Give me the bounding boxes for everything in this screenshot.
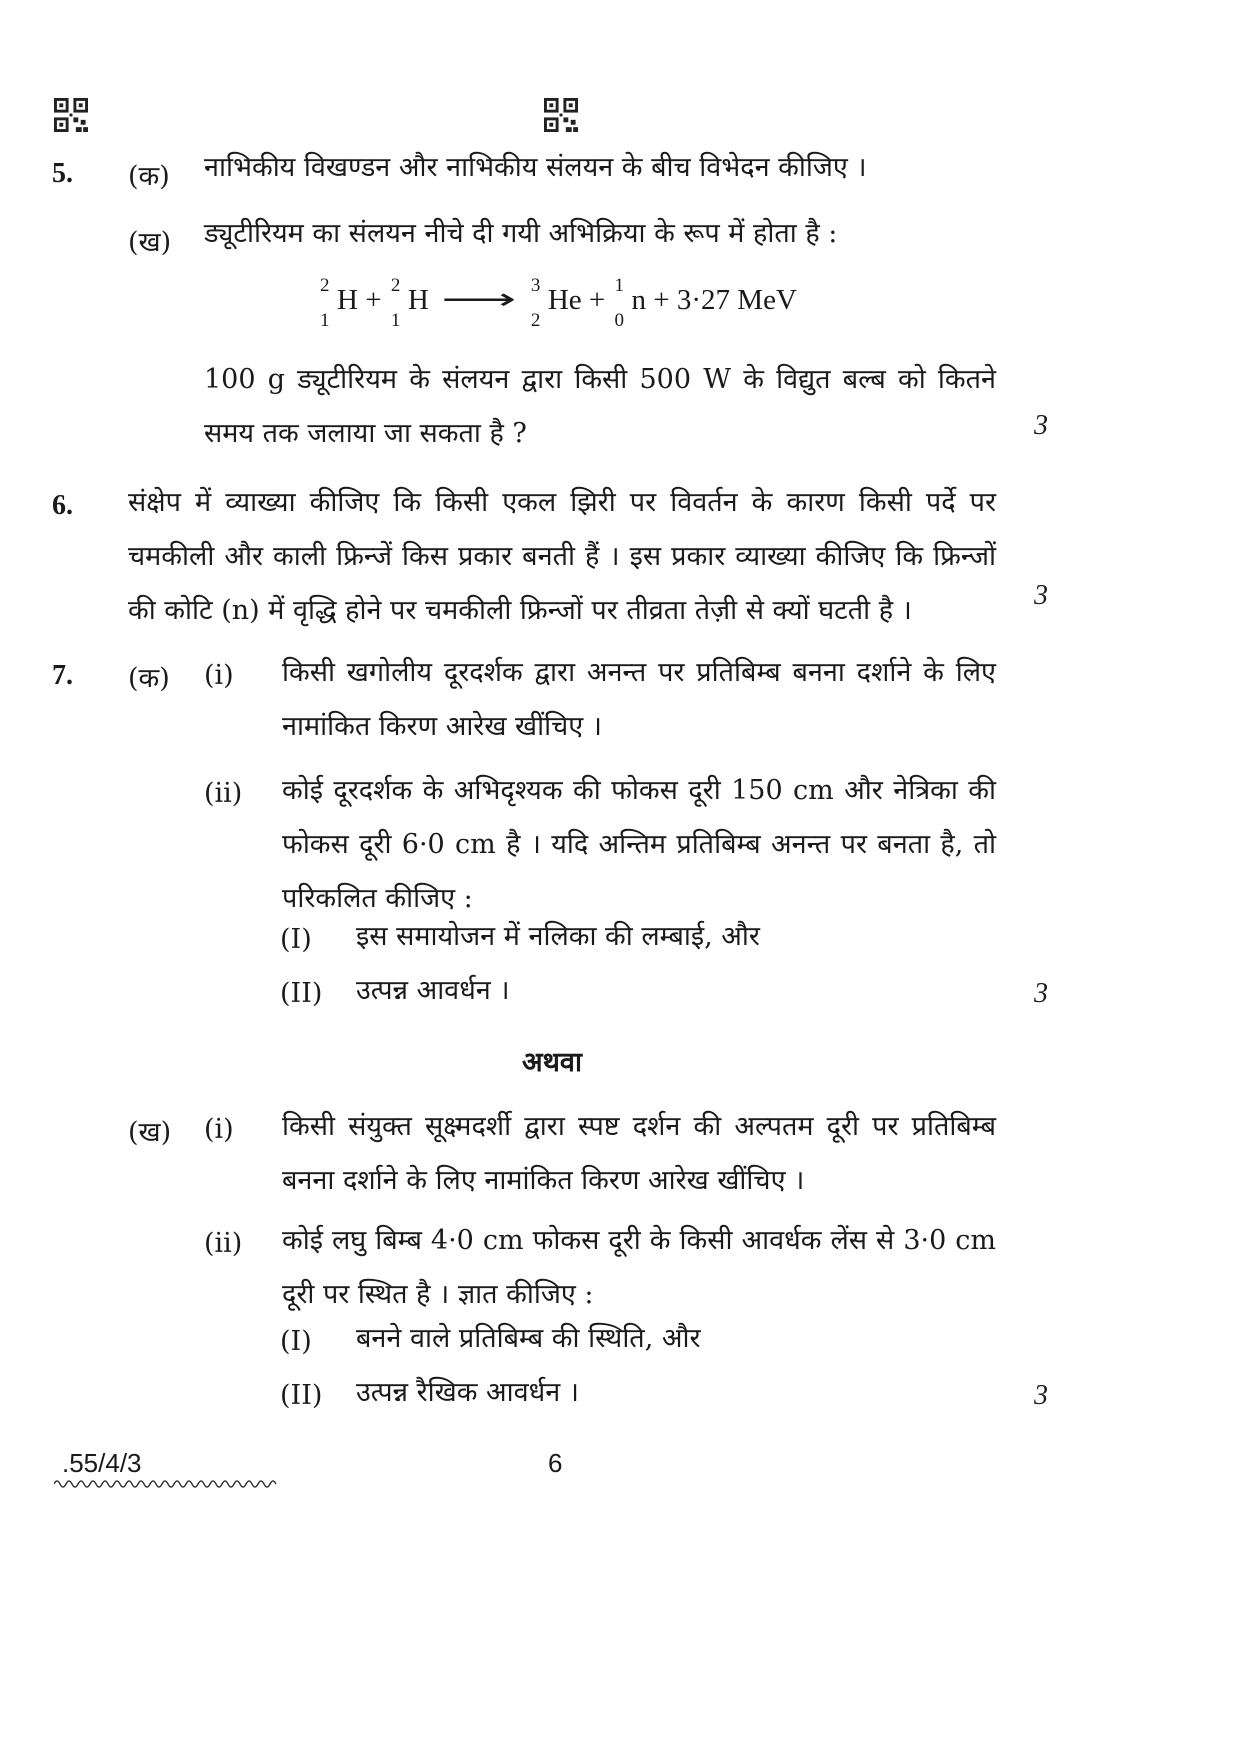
subpart-label: (i) bbox=[204, 660, 234, 691]
wavy-underline bbox=[54, 1478, 280, 1490]
part-label: (क) bbox=[128, 663, 170, 694]
symbol: He bbox=[547, 284, 582, 316]
question-text: कोई लघु बिम्ब 4·0 cm फोकस दूरी के किसी आवर्धक लेंस से 3·0 cm दूरी पर स्थित है । ज्ञात कीजिए : bbox=[282, 1225, 996, 1310]
isotope-mass: 1 bbox=[614, 275, 625, 297]
question-text: संक्षेप में व्याख्या कीजिए कि किसी एकल झिरी पर विवर्तन के कारण किसी पर्दे पर चमकीली और काली फ्रिन्जें किस प्रकार बनती हैं । इस प्रकार व्याख्या कीजिए कि फ्रिन्जों की कोटि (n) में वृद्धि होने पर चमकीली फ्रिन्जों पर तीव्रता तेज़ी से क्यों घटती है । bbox=[128, 487, 996, 626]
question-number: 7. bbox=[52, 660, 73, 691]
question-text: ड्यूटीरियम का संलयन नीचे दी गयी अभिक्रिया के रूप में होता है : bbox=[204, 218, 838, 249]
marks: 3 bbox=[1034, 410, 1048, 441]
subpart-label: (ii) bbox=[204, 1228, 243, 1259]
isotope-mass: 3 bbox=[530, 275, 541, 297]
question-text: बनने वाले प्रतिबिम्ब की स्थिति, और bbox=[356, 1323, 701, 1354]
question-text: इस समायोजन में नलिका की लम्बाई, और bbox=[356, 921, 760, 952]
question-text: किसी खगोलीय दूरदर्शक द्वारा अनन्त पर प्रतिबिम्ब बनना दर्शाने के लिए नामांकित किरण आरेख खींचिए । bbox=[282, 657, 996, 742]
question-text: नाभिकीय विखण्डन और नाभिकीय संलयन के बीच विभेदन कीजिए । bbox=[204, 152, 867, 183]
isotope-atomic: 1 bbox=[320, 310, 330, 332]
isotope-atomic: 0 bbox=[614, 310, 625, 332]
part-label: (क) bbox=[128, 161, 170, 192]
reaction-arrow: ⟶ bbox=[441, 284, 517, 316]
question-number: 6. bbox=[52, 490, 73, 521]
symbol: n bbox=[631, 284, 647, 316]
plus-sign: + bbox=[365, 284, 382, 316]
part-label: (ख) bbox=[128, 227, 172, 258]
isotope-mass: 2 bbox=[320, 275, 330, 297]
part-label: (ख) bbox=[128, 1117, 172, 1148]
marks: 3 bbox=[1034, 1380, 1048, 1411]
isotope-mass: 2 bbox=[390, 275, 401, 297]
or-separator: अथवा bbox=[522, 1047, 582, 1078]
subpart-label: (i) bbox=[204, 1114, 234, 1145]
plus-sign: + bbox=[588, 284, 606, 316]
question-text: 100 g ड्यूटीरियम के संलयन द्वारा किसी 500 W के विद्युत बल्ब को कितने समय तक जलाया जा सकता है ? bbox=[204, 364, 996, 449]
marks: 3 bbox=[1034, 580, 1048, 611]
subpart-label: (II) bbox=[280, 978, 323, 1009]
subpart-label: (ii) bbox=[204, 778, 243, 809]
qr-code-left bbox=[54, 98, 88, 132]
question-text: उत्पन्न आवर्धन । bbox=[356, 975, 510, 1006]
question-text: कोई दूरदर्शक के अभिदृश्यक की फोकस दूरी 150 cm और नेत्रिका की फोकस दूरी 6·0 cm है । यदि अन्तिम प्रतिबिम्ब अनन्त पर बनता है, तो परिकलित कीजिए : bbox=[282, 775, 996, 914]
isotope-atomic: 1 bbox=[390, 310, 401, 332]
subpart-label: (II) bbox=[280, 1380, 323, 1411]
symbol: H bbox=[337, 284, 358, 316]
question-text: किसी संयुक्त सूक्ष्मदर्शी द्वारा स्पष्ट दर्शन की अल्पतम दूरी पर प्रतिबिम्ब बनना दर्शाने के लिए नामांकित किरण आरेख खींचिए । bbox=[282, 1111, 996, 1196]
page-number: 6 bbox=[548, 1448, 563, 1478]
qr-code-center bbox=[544, 98, 578, 132]
question-text: उत्पन्न रैखिक आवर्धन । bbox=[356, 1377, 580, 1408]
fusion-equation bbox=[318, 275, 797, 332]
subpart-label: (I) bbox=[280, 924, 312, 955]
paper-code: .55/4/3 bbox=[62, 1448, 142, 1478]
marks: 3 bbox=[1034, 978, 1048, 1009]
isotope-atomic: 2 bbox=[530, 310, 541, 332]
symbol: H bbox=[407, 284, 429, 316]
subpart-label: (I) bbox=[280, 1326, 312, 1357]
question-number: 5. bbox=[52, 158, 73, 189]
energy-term: + 3·27 MeV bbox=[653, 284, 797, 316]
